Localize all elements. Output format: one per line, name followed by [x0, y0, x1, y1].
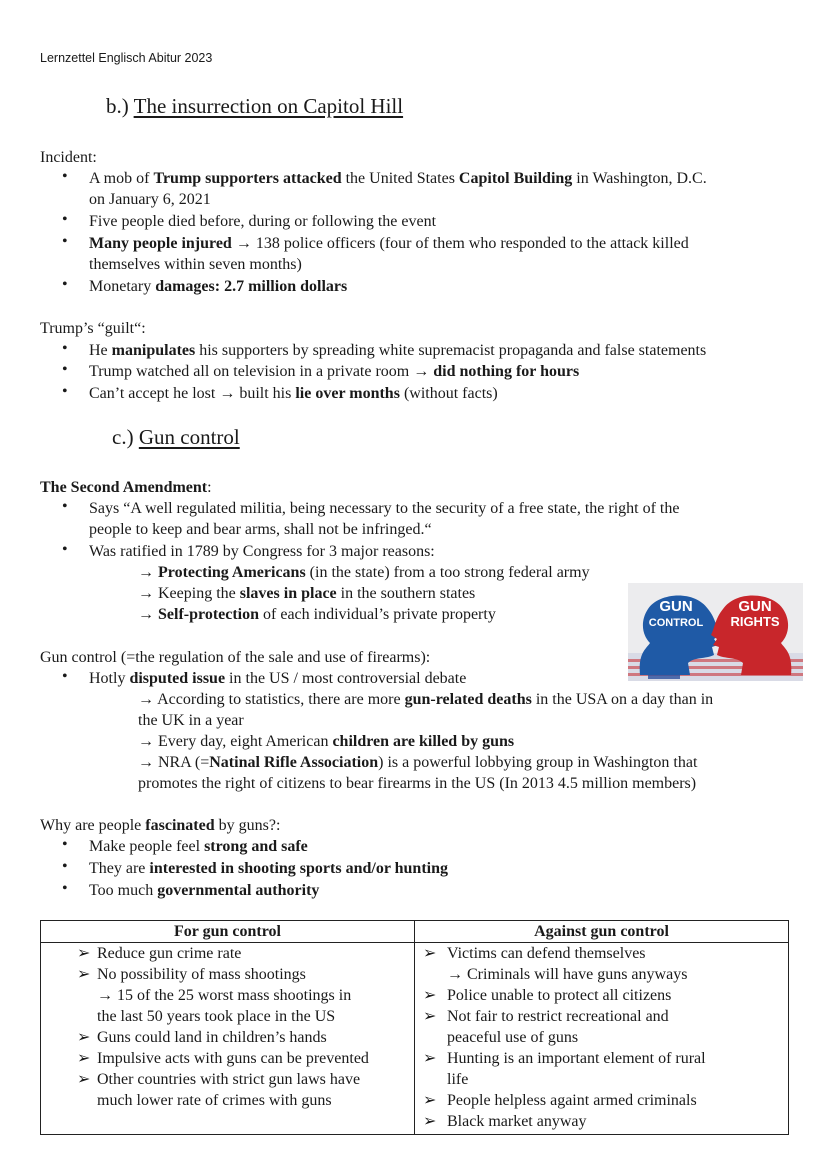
incident-item-3: Many people injured → 138 police officers (four of them who responded to the attack killed themselves within seven months)	[89, 235, 689, 273]
amendment-label: The Second Amendment:	[40, 479, 212, 496]
fascinated-item-2: They are interested in shooting sports and/or hunting	[89, 860, 448, 877]
arrow-bullet-icon: ➢	[423, 987, 437, 1004]
table-list-continuation: life	[447, 1071, 469, 1088]
table-list-item: ➢ Victims can defend themselves	[423, 945, 646, 962]
table-list-continuation: the last 50 years took place in the US	[97, 1008, 336, 1025]
reason-1: → Protecting Americans (in the state) from a too strong federal army	[138, 564, 590, 581]
table-list-continuation: → 15 of the 25 worst mass shootings in	[97, 987, 352, 1004]
document-header: Lernzettel Englisch Abitur 2023	[40, 51, 213, 65]
bullet: •	[62, 541, 68, 558]
bullet: •	[62, 858, 68, 875]
table-list-item: ➢ Guns could land in children’s hands	[77, 1029, 327, 1046]
bullet: •	[62, 168, 68, 185]
section-c-heading	[112, 425, 240, 450]
gun-control-image	[628, 583, 803, 681]
bullet: •	[62, 340, 68, 357]
table-list-item: ➢ No possibility of mass shootings	[77, 966, 306, 983]
arrow-bullet-icon: ➢	[77, 966, 91, 983]
for-column	[41, 943, 415, 1135]
section-c-label: c.)	[112, 425, 134, 449]
fascinated-item-3: Too much governmental authority	[89, 882, 320, 899]
guilt-item-3: Can’t accept he lost → built his lie over months (without facts)	[89, 385, 498, 402]
table-list-item: ➢ Other countries with strict gun laws have	[77, 1071, 361, 1088]
arrow-bullet-icon: ➢	[423, 1050, 437, 1067]
incident-item-2: Five people died before, during or following the event	[89, 213, 437, 230]
image-right-word1: GUN	[738, 598, 772, 615]
table-list-item: ➢ People helpless againt armed criminals	[423, 1092, 697, 1109]
guilt-label: Trump’s “guilt“:	[40, 320, 146, 337]
arrow-bullet-icon: ➢	[77, 1029, 91, 1046]
image-left-word2: CONTROL	[648, 617, 704, 629]
bullet: •	[62, 233, 68, 250]
incident-item-4: Monetary damages: 2.7 million dollars	[89, 278, 348, 295]
arrow-bullet-icon: ➢	[77, 945, 91, 962]
image-left-word1: GUN	[659, 598, 693, 615]
section-b-heading	[106, 94, 403, 119]
gun-control-label: Gun control (=the regulation of the sale and use of firearms):	[40, 649, 431, 666]
bullet: •	[62, 211, 68, 228]
gun-control-comparison-table	[40, 920, 789, 1135]
amendment-item-2: Was ratified in 1789 by Congress for 3 major reasons:	[89, 543, 435, 560]
bullet: •	[62, 498, 68, 515]
table-list-continuation: peaceful use of guns	[447, 1029, 579, 1046]
table-list-item: ➢ Black market anyway	[423, 1113, 587, 1130]
bullet: •	[62, 836, 68, 853]
table-list-item: ➢ Not fair to restrict recreational and	[423, 1008, 669, 1025]
table-list-continuation: → Criminals will have guns anyways	[447, 966, 688, 983]
gc-sub-1: → According to statistics, there are more gun-related deaths in the USA on a day than in the UK in a year	[138, 691, 714, 729]
reason-3: → Self-protection of each individual’s private property	[138, 606, 496, 623]
arrow-bullet-icon: ➢	[77, 1050, 91, 1067]
arrow-bullet-icon: ➢	[423, 945, 437, 962]
table-header-against: Against gun control	[415, 921, 789, 943]
section-c-title: Gun control	[138, 425, 240, 449]
guilt-item-1: He manipulates his supporters by spreading white supremacist propaganda and false statements	[89, 342, 707, 359]
table-header-for: For gun control	[41, 921, 415, 943]
reason-2: → Keeping the slaves in place in the southern states	[138, 585, 476, 602]
image-right-word2: RIGHTS	[730, 614, 780, 629]
section-b-label: b.)	[106, 94, 129, 118]
bullet: •	[62, 880, 68, 897]
arrow-bullet-icon: ➢	[423, 1092, 437, 1109]
arrow-bullet-icon: ➢	[423, 1008, 437, 1025]
table-list-item: ➢ Impulsive acts with guns can be prevented	[77, 1050, 369, 1067]
bullet: •	[62, 361, 68, 378]
gc-sub-3: → NRA (=Natinal Rifle Association) is a powerful lobbying group in Washington that promotes the right of citizens to bear firearms in the US (In 2013 4.5 million members)	[138, 754, 698, 792]
gc-item: Hotly disputed issue in the US / most controversial debate	[89, 670, 467, 687]
fascinated-label: Why are people fascinated by guns?:	[40, 817, 281, 834]
table-list-item: ➢ Police unable to protect all citizens	[423, 987, 672, 1004]
section-b-title: The insurrection on Capitol Hill	[133, 94, 404, 118]
arrow-bullet-icon: ➢	[423, 1113, 437, 1130]
arrow-bullet-icon: ➢	[77, 1071, 91, 1088]
incident-item-1: A mob of Trump supporters attacked the United States Capitol Building in Washington, D.C. on January 6, 2021	[89, 170, 707, 208]
table-list-continuation: much lower rate of crimes with guns	[97, 1092, 332, 1109]
table-list-item: ➢ Reduce gun crime rate	[77, 945, 242, 962]
fascinated-item-1: Make people feel strong and safe	[89, 838, 308, 855]
incident-label: Incident:	[40, 149, 97, 166]
bullet: •	[62, 383, 68, 400]
against-column	[415, 943, 789, 1135]
guilt-item-2: Trump watched all on television in a private room → did nothing for hours	[89, 363, 580, 380]
gc-sub-2: → Every day, eight American children are killed by guns	[138, 733, 515, 750]
amendment-item-1: Says “A well regulated militia, being necessary to the security of a free state, the right of the people to keep and bear arms, shall not be infringed.“	[89, 500, 680, 538]
gun-debate-illustration	[628, 583, 803, 681]
table-list-item: ➢ Hunting is an important element of rural	[423, 1050, 706, 1067]
bullet: •	[62, 276, 68, 293]
bullet: •	[62, 668, 68, 685]
